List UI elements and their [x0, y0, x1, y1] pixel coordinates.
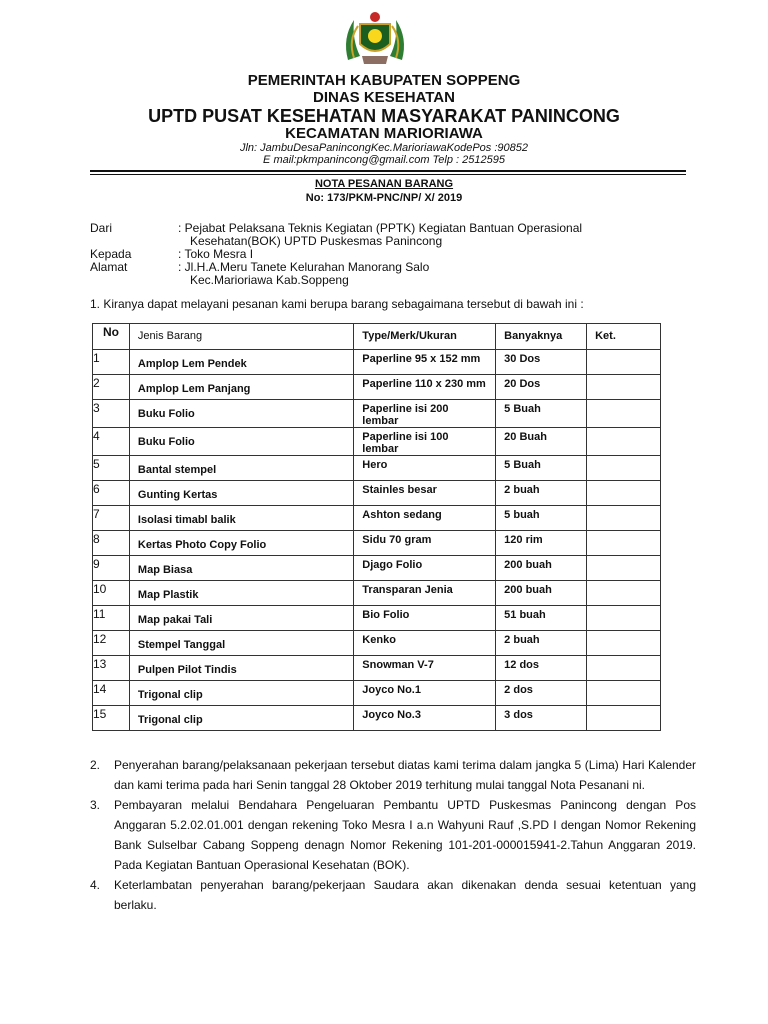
item-name: Isolasi timabl balik [129, 506, 353, 531]
meta-value: Kec.Marioriawa Kab.Soppeng [190, 273, 349, 287]
row-number: 10 [93, 581, 130, 606]
item-name: Trigonal clip [129, 706, 353, 731]
meta-label: Alamat [90, 260, 128, 274]
table-row [93, 481, 661, 506]
item-quantity: 20 Buah [496, 428, 587, 456]
item-type: Bio Folio [354, 606, 496, 631]
table-row [93, 428, 661, 456]
table-row [93, 531, 661, 556]
item-name: Map Biasa [129, 556, 353, 581]
item-type: Stainles besar [354, 481, 496, 506]
meta-value: Kesehatan(BOK) UPTD Puskesmas Panincong [190, 234, 443, 248]
institution-name: UPTD PUSAT KESEHATAN MASYARAKAT PANINCONG [148, 106, 620, 126]
item-type: Sidu 70 gram [354, 531, 496, 556]
item-quantity: 5 buah [496, 506, 587, 531]
row-number: 14 [93, 681, 130, 706]
item-quantity: 2 buah [496, 631, 587, 656]
item-quantity: 3 dos [496, 706, 587, 731]
item-type: Joyco No.1 [354, 681, 496, 706]
term-number: 2. [90, 758, 101, 772]
item-note [587, 581, 661, 606]
row-number: 12 [93, 631, 130, 656]
item-quantity: 5 Buah [496, 456, 587, 481]
table-row [93, 400, 661, 428]
row-number: 9 [93, 556, 130, 581]
term-item [90, 795, 696, 875]
item-type: Kenko [354, 631, 496, 656]
intro-text: 1. Kiranya dapat melayani pesanan kami berupa barang sebagaimana tersebut di bawah ini : [90, 297, 584, 311]
term-number: 3. [90, 798, 101, 812]
table-row [93, 681, 661, 706]
item-name: Map pakai Tali [129, 606, 353, 631]
meta-label: Kepada [90, 247, 132, 261]
item-type: Transparan Jenia [354, 581, 496, 606]
term-text: Pembayaran melalui Bendahara Pengeluaran Pembantu UPTD Puskesmas Panincong dengan Pos Anggaran 5.2.02.01.001 dengan rekening Toko Mesra I a.n Wahyuni Rauf ,S.PD I dengan Nomor Rekening Bank Sulselbar Cabang Soppeng denagn Nomor Rekening 101-201-000015941-2.Tahun Anggaran 2019. Pada Kegiatan Bantuan Operasional Kesehatan (BOK). [114, 798, 696, 872]
header-divider-thin [90, 174, 686, 175]
item-quantity: 51 buah [496, 606, 587, 631]
table-row [93, 506, 661, 531]
item-note [587, 400, 661, 428]
item-note [587, 456, 661, 481]
row-number: 4 [93, 428, 130, 456]
row-number: 2 [93, 375, 130, 400]
item-quantity: 2 dos [496, 681, 587, 706]
item-quantity: 12 dos [496, 656, 587, 681]
term-item [90, 875, 696, 915]
item-quantity: 2 buah [496, 481, 587, 506]
item-name: Buku Folio [129, 400, 353, 428]
item-type: Ashton sedang [354, 506, 496, 531]
item-quantity: 5 Buah [496, 400, 587, 428]
meta-value: : Jl.H.A.Meru Tanete Kelurahan Manorang Salo [178, 260, 430, 274]
terms-list [90, 755, 696, 915]
item-note [587, 531, 661, 556]
government-name: PEMERINTAH KABUPATEN SOPPENG [247, 72, 521, 89]
term-number: 4. [90, 878, 101, 892]
item-type: Joyco No.3 [354, 706, 496, 731]
item-name: Stempel Tanggal [129, 631, 353, 656]
table-header-row [93, 324, 661, 350]
item-note [587, 506, 661, 531]
item-name: Amplop Lem Panjang [129, 375, 353, 400]
item-name: Buku Folio [129, 428, 353, 456]
row-number: 6 [93, 481, 130, 506]
item-note [587, 656, 661, 681]
document-title: NOTA PESANAN BARANG [314, 178, 454, 190]
meta-value: : Pejabat Pelaksana Teknis Kegiatan (PPTK) Kegiatan Bantuan Operasional [178, 221, 583, 235]
table-row [93, 375, 661, 400]
address-line: Jln: JambuDesaPanincongKec.MarioriawaKodePos :90852 [239, 142, 528, 154]
header-divider [90, 170, 686, 172]
contact-line: E mail:pkmpanincong@gmail.com Telp : 2512595 [263, 154, 505, 166]
regency-emblem-logo [340, 8, 410, 68]
item-note [587, 631, 661, 656]
term-item [90, 755, 696, 795]
item-type: Snowman V-7 [354, 656, 496, 681]
item-type: Djago Folio [354, 556, 496, 581]
row-number: 7 [93, 506, 130, 531]
table-row [93, 606, 661, 631]
item-type: Paperline 95 x 152 mm [354, 350, 496, 375]
row-number: 1 [93, 350, 130, 375]
item-name: Map Plastik [129, 581, 353, 606]
item-name: Bantal stempel [129, 456, 353, 481]
item-note [587, 375, 661, 400]
item-name: Trigonal clip [129, 681, 353, 706]
item-type: Hero [354, 456, 496, 481]
district-name: KECAMATAN MARIORIAWA [285, 125, 483, 142]
row-number: 8 [93, 531, 130, 556]
item-quantity: 200 buah [496, 556, 587, 581]
row-number: 13 [93, 656, 130, 681]
item-type: Paperline isi 100 lembar [354, 428, 496, 456]
table-row [93, 456, 661, 481]
row-number: 11 [93, 606, 130, 631]
item-quantity: 20 Dos [496, 375, 587, 400]
item-note [587, 556, 661, 581]
row-number: 3 [93, 400, 130, 428]
item-quantity: 120 rim [496, 531, 587, 556]
row-number: 15 [93, 706, 130, 731]
table-row [93, 706, 661, 731]
item-note [587, 428, 661, 456]
col-header-note: Ket. [587, 324, 661, 350]
item-note [587, 481, 661, 506]
item-name: Kertas Photo Copy Folio [129, 531, 353, 556]
table-row [93, 581, 661, 606]
document-number: No: 173/PKM-PNC/NP/ X/ 2019 [305, 192, 463, 204]
term-text: Penyerahan barang/pelaksanaan pekerjaan tersebut diatas kami terima dalam jangka 5 (Lima) Hari Kalender dan kami terima pada hari Senin tanggal 28 Oktober 2019 terhitung mulai tanggal Nota Pesanani ni. [114, 758, 696, 792]
table-row [93, 556, 661, 581]
meta-label: Dari [90, 221, 113, 235]
item-quantity: 200 buah [496, 581, 587, 606]
item-name: Pulpen Pilot Tindis [129, 656, 353, 681]
item-type: Paperline 110 x 230 mm [354, 375, 496, 400]
department-name: DINAS KESEHATAN [313, 89, 455, 106]
row-number: 5 [93, 456, 130, 481]
item-note [587, 681, 661, 706]
col-header-qty: Banyaknya [496, 324, 587, 350]
table-row [93, 350, 661, 375]
col-header-type: Type/Merk/Ukuran [354, 324, 496, 350]
item-note [587, 606, 661, 631]
table-row [93, 631, 661, 656]
item-type: Paperline isi 200 lembar [354, 400, 496, 428]
meta-value: : Toko Mesra I [178, 247, 254, 261]
order-table [92, 323, 661, 731]
table-row [93, 656, 661, 681]
col-header-item: Jenis Barang [129, 324, 353, 350]
item-name: Gunting Kertas [129, 481, 353, 506]
item-quantity: 30 Dos [496, 350, 587, 375]
term-text: Keterlambatan penyerahan barang/pekerjaan Saudara akan dikenakan denda sesuai ketentuan yang berlaku. [114, 878, 696, 912]
item-note [587, 350, 661, 375]
item-note [587, 706, 661, 731]
item-name: Amplop Lem Pendek [129, 350, 353, 375]
col-header-no: No [93, 324, 130, 350]
